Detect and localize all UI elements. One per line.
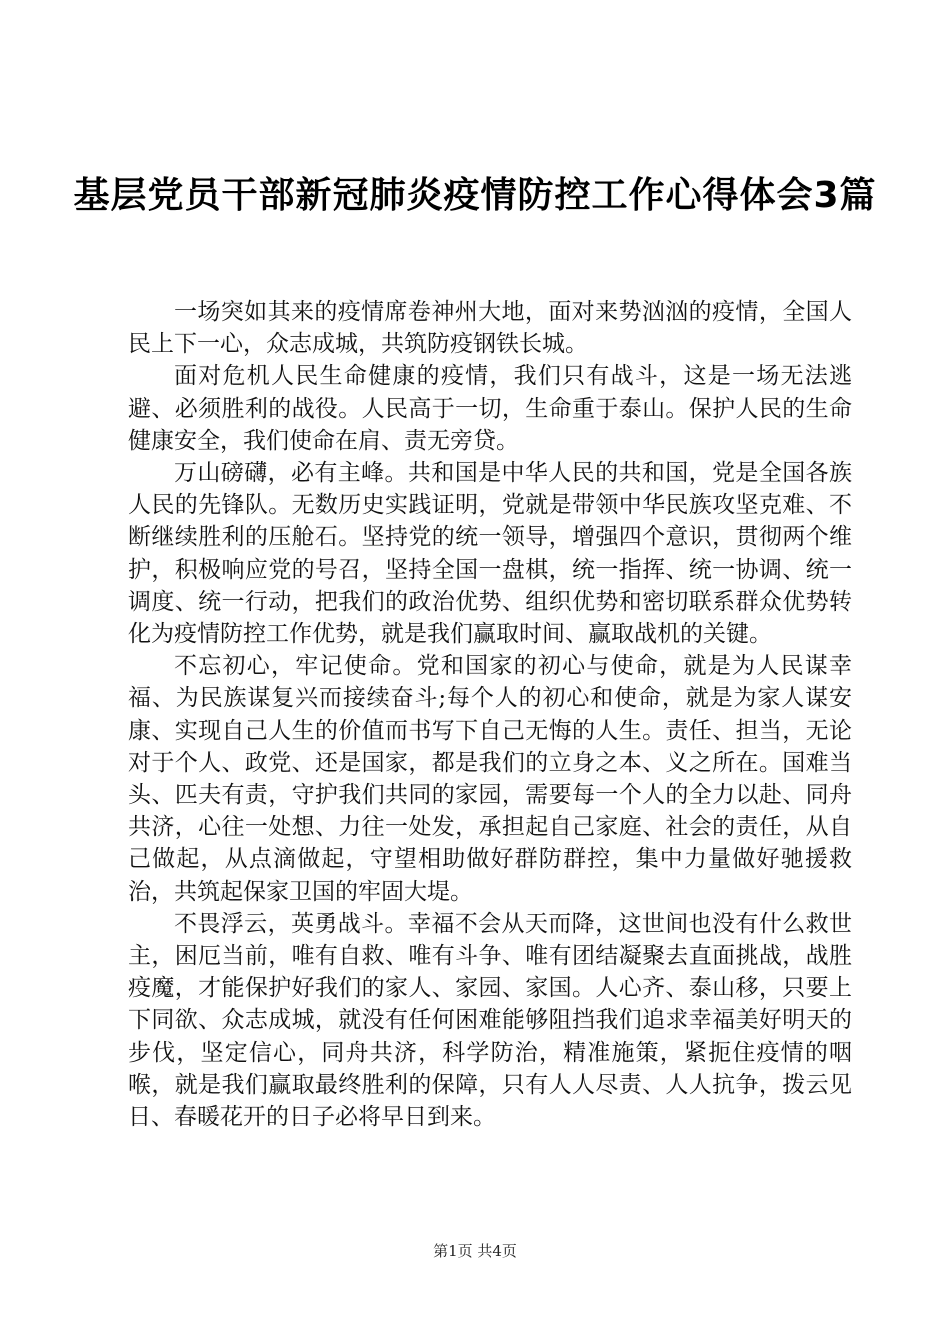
paragraph-5: 不畏浮云，英勇战斗。幸福不会从天而降，这世间也没有什么救世主，困厄当前，唯有自救、唯有斗争、唯有团结凝聚去直面挑战，战胜疫魔，才能保护好我们的家人、家园、家国。人心齐、泰山移，只要上下同欲、众志成城，就没有任何困难能够阻挡我们追求幸福美好明天的步伐，坚定信心，同舟共济，科学防治，精准施策，紧扼住疫情的咽喉，就是我们赢取最终胜利的保障，只有人人尽责、人人抗争，拨云见日、春暖花开的日子必将早日到来。 bbox=[128, 910, 852, 1131]
paragraph-3: 万山磅礴，必有主峰。共和国是中华人民的共和国，党是全国各族人民的先锋队。无数历史实践证明，党就是带领中华民族攻坚克难、不断继续胜利的压舱石。坚持党的统一领导，增强四个意识，贯彻两个维护，积极响应党的号召，坚持全国一盘棋，统一指挥、统一协调、统一调度、统一行动，把我们的政治优势、组织优势和密切联系群众优势转化为疫情防控工作优势，就是我们赢取时间、赢取战机的关键。 bbox=[128, 460, 852, 648]
paragraph-2: 面对危机人民生命健康的疫情，我们只有战斗，这是一场无法逃避、必须胜利的战役。人民高于一切，生命重于泰山。保护人民的生命健康安全，我们使命在肩、责无旁贷。 bbox=[128, 363, 852, 454]
paragraph-4: 不忘初心，牢记使命。党和国家的初心与使命，就是为人民谋幸福、为民族谋复兴而接续奋斗;每个人的初心和使命，就是为家人谋安康、实现自己人生的价值而书写下自己无悔的人生。责任、担当，无论对于个人、政党、还是国家，都是我们的立身之本、义之所在。国难当头、匹夫有责，守护我们共同的家园，需要每一个人的全力以赴、同舟共济，心往一处想、力往一处发，承担起自己家庭、社会的责任，从自己做起，从点滴做起，守望相助做好群防群控，集中力量做好驰援救治，共筑起保家卫国的牢固大堤。 bbox=[128, 653, 852, 905]
document-title: 基层党员干部新冠肺炎疫情防控工作心得体会3篇 bbox=[73, 175, 877, 216]
page-footer: 第1页 共4页 bbox=[433, 1242, 517, 1260]
document-body bbox=[128, 296, 852, 1133]
paragraph-1: 一场突如其来的疫情席卷神州大地，面对来势汹汹的疫情，全国人民上下一心，众志成城，共筑防疫钢铁长城。 bbox=[128, 299, 852, 358]
